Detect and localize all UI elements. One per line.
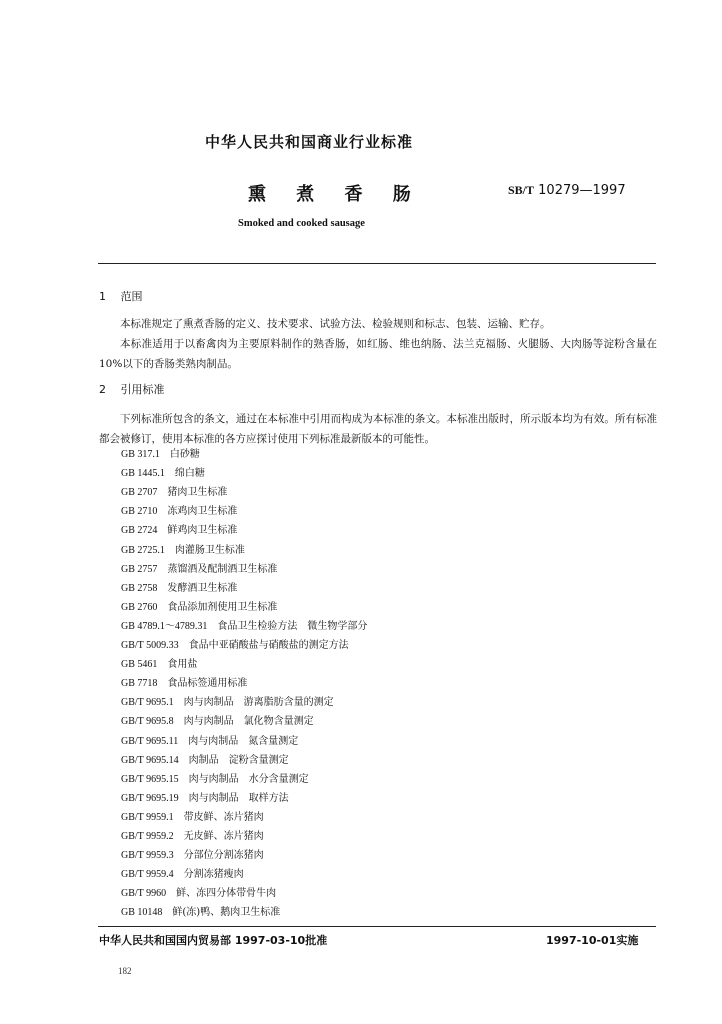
reference-code: GB/T 9695.1 <box>121 697 174 709</box>
reference-name: 肉与肉制品 游离脂肪含量的测定 <box>183 697 334 709</box>
reference-item <box>121 809 264 827</box>
reference-code: GB 4789.1～4789.31 <box>121 620 208 632</box>
reference-code: GB/T 5009.33 <box>121 640 179 651</box>
section-title: 范围 <box>120 290 143 303</box>
footer-divider <box>98 926 656 927</box>
reference-name: 分部位分割冻猪肉 <box>183 850 264 862</box>
reference-name: 食品添加剂使用卫生标准 <box>167 601 278 613</box>
reference-code: GB 5461 <box>121 659 158 671</box>
reference-item <box>121 866 244 884</box>
reference-name: 食品卫生检验方法 微生物学部分 <box>217 620 368 632</box>
reference-code: GB 317.1 <box>121 449 160 460</box>
reference-code: GB/T 9695.8 <box>121 716 174 728</box>
reference-code: GB/T 9960 <box>121 888 167 900</box>
section-number: 2 <box>99 383 106 396</box>
reference-code: GB 1445.1 <box>121 468 165 480</box>
reference-item <box>121 752 289 770</box>
reference-name: 肉与肉制品 取样方法 <box>188 792 289 804</box>
english-title: Smoked and cooked sausage <box>238 218 365 229</box>
reference-name: 带皮鲜、冻片猪肉 <box>183 811 264 823</box>
section-2-paragraph-1: 下列标准所包含的条文，通过在本标准中引用而构成为本标准的条文。本标准出版时，所示版本均为有效。所有标准都会被修订，使用本标准的各方应探讨使用下列标准最新版本的可能性。 <box>99 413 657 445</box>
reference-code: GB 2707 <box>121 487 158 499</box>
section-1-heading <box>99 288 143 304</box>
reference-item <box>121 522 237 540</box>
reference-name: 白砂糖 <box>169 449 200 460</box>
reference-code: GB 2760 <box>121 601 158 613</box>
reference-name: 发酵酒卫生标准 <box>167 582 238 594</box>
reference-item <box>121 694 334 712</box>
reference-code: GB/T 9695.15 <box>121 773 179 785</box>
section-1-paragraph-2: 本标准适用于以畜禽肉为主要原料制作的熟香肠，如红肠、维也纳肠、法兰克福肠、火腿肠、大肉肠等淀粉含量在10%以下的香肠类熟肉制品。 <box>99 338 657 370</box>
page-number: 182 <box>118 966 132 976</box>
reference-item <box>121 771 309 789</box>
reference-item <box>121 847 264 865</box>
reference-item <box>121 656 197 674</box>
reference-name: 肉灌肠卫生标准 <box>174 544 245 556</box>
reference-name: 猪肉卫生标准 <box>167 487 228 499</box>
reference-code: GB/T 9695.14 <box>121 754 179 766</box>
reference-name: 食品中亚硝酸盐与硝酸盐的测定方法 <box>188 640 349 651</box>
reference-name: 肉与肉制品 氯化物含量测定 <box>183 716 314 728</box>
reference-item <box>121 446 200 464</box>
reference-item <box>121 733 298 751</box>
header-divider <box>98 263 656 264</box>
reference-name: 肉与肉制品 氮含量测定 <box>188 735 299 747</box>
reference-item <box>121 542 245 560</box>
reference-code: GB 2758 <box>121 582 158 594</box>
section-number: 1 <box>99 290 106 303</box>
standard-code-prefix: SB/T <box>508 183 535 197</box>
reference-item <box>121 503 237 521</box>
reference-code: GB 2757 <box>121 563 158 575</box>
reference-code: GB 2710 <box>121 506 158 518</box>
reference-item <box>121 561 277 579</box>
reference-code: GB/T 9959.2 <box>121 831 174 842</box>
reference-name: 冻鸡肉卫生标准 <box>167 506 238 518</box>
reference-name: 鲜、冻四分体带骨牛肉 <box>176 888 277 900</box>
reference-name: 食品标签通用标准 <box>167 678 248 690</box>
reference-code: GB 10148 <box>121 907 163 919</box>
section-2-heading <box>99 381 165 397</box>
section-title: 引用标准 <box>120 383 165 396</box>
effective-date: 1997-10-01实施 <box>546 934 639 947</box>
standard-code <box>508 183 626 198</box>
reference-item <box>121 599 277 617</box>
reference-name: 分割冻猪瘦肉 <box>183 869 244 881</box>
standard-code-number: 10279—1997 <box>538 183 626 198</box>
reference-item <box>121 675 247 693</box>
reference-item <box>121 580 237 598</box>
reference-item <box>121 790 289 808</box>
reference-name: 鲜鸡肉卫生标准 <box>167 525 238 537</box>
reference-item <box>121 885 276 903</box>
reference-name: 鲜(冻)鸭、鹅肉卫生标准 <box>172 907 281 919</box>
reference-item <box>121 637 349 655</box>
reference-name: 绵白糖 <box>174 468 205 480</box>
reference-name: 肉制品 淀粉含量测定 <box>188 754 289 766</box>
reference-item <box>121 904 280 922</box>
section-1-paragraph-1: 本标准规定了熏煮香肠的定义、技术要求、试验方法、检验规则和标志、包装、运输、贮存。 <box>120 318 551 330</box>
reference-item <box>121 465 205 483</box>
reference-name: 肉与肉制品 水分含量测定 <box>188 773 309 785</box>
reference-item <box>121 828 264 846</box>
reference-name: 无皮鲜、冻片猪肉 <box>183 831 264 842</box>
reference-item <box>121 713 314 731</box>
reference-code: GB 7718 <box>121 678 158 690</box>
issuing-organization: 中华人民共和国商业行业标准 <box>205 133 414 151</box>
reference-code: GB/T 9959.3 <box>121 850 174 862</box>
approval-line: 中华人民共和国国内贸易部 1997-03-10批准 <box>99 934 328 947</box>
reference-code: GB 2724 <box>121 525 158 537</box>
reference-item <box>121 484 227 502</box>
reference-code: GB/T 9959.4 <box>121 869 174 881</box>
reference-code: GB/T 9695.11 <box>121 735 179 747</box>
reference-code: GB/T 9695.19 <box>121 792 179 804</box>
reference-name: 食用盐 <box>167 659 198 671</box>
reference-code: GB 2725.1 <box>121 544 165 556</box>
document-title: 熏 煮 香 肠 <box>248 184 423 205</box>
reference-item <box>121 618 367 636</box>
reference-name: 蒸馏酒及配制酒卫生标准 <box>167 563 278 575</box>
reference-code: GB/T 9959.1 <box>121 811 174 823</box>
